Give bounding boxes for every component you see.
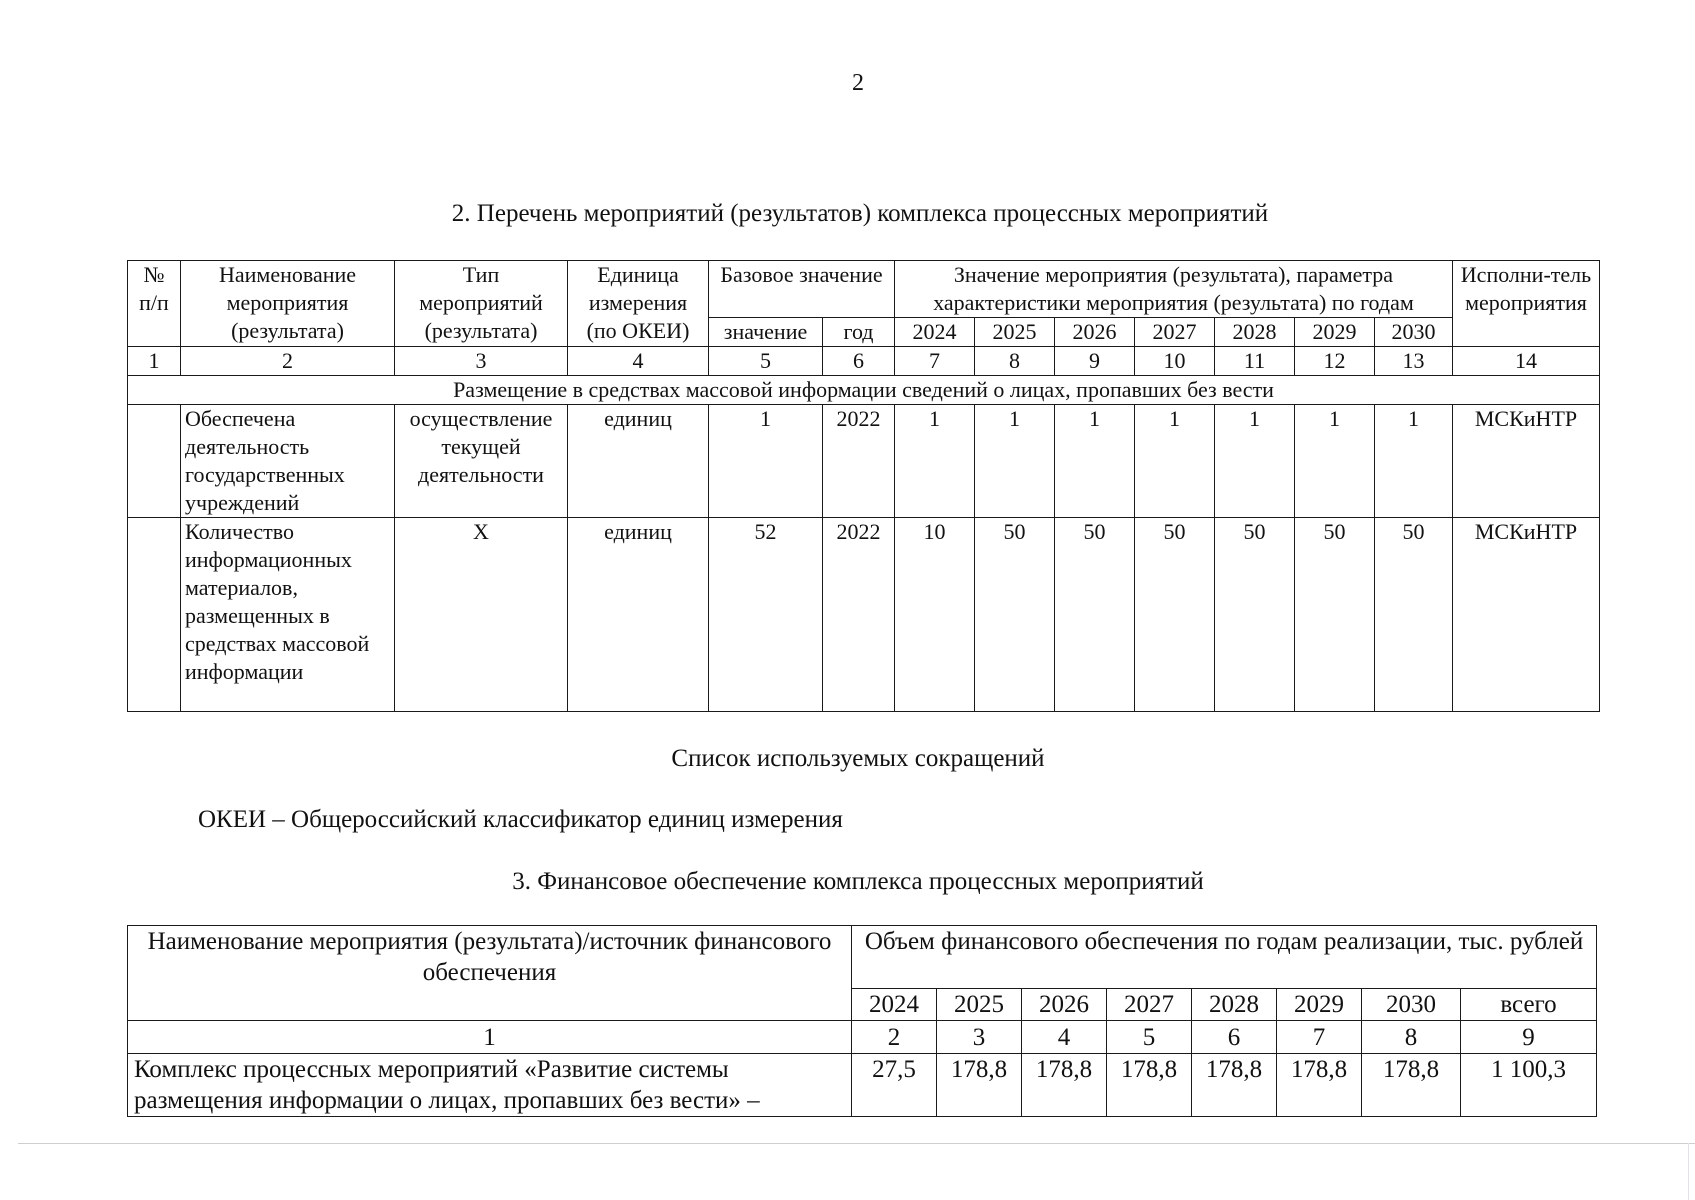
header-unit: Единица измерения (по ОКЕИ) <box>568 261 709 347</box>
row-executor: МСКиНТР <box>1453 405 1600 518</box>
table-row <box>128 518 1600 712</box>
row-name: Комплекс процессных мероприятий «Развитие системы размещения информации о лицах, пропавших без вести» – <box>128 1054 852 1117</box>
column-number: 10 <box>1135 347 1215 376</box>
column-number: 7 <box>895 347 975 376</box>
row-year-value: 50 <box>1055 518 1135 712</box>
activities-table <box>127 260 1600 712</box>
header-year: 2024 <box>895 318 975 347</box>
column-number-row <box>128 347 1600 376</box>
column-number: 5 <box>1107 1021 1192 1054</box>
row-year-value: 50 <box>1375 518 1453 712</box>
column-number: 1 <box>128 347 181 376</box>
row-base-year: 2022 <box>823 518 895 712</box>
row-base-year: 2022 <box>823 405 895 518</box>
section-row <box>128 376 1600 405</box>
row-year-value: 178,8 <box>1107 1054 1192 1117</box>
header-row <box>128 926 1597 989</box>
row-num <box>128 518 181 712</box>
row-year-value: 50 <box>1295 518 1375 712</box>
column-number: 11 <box>1215 347 1295 376</box>
header-year: 2027 <box>1135 318 1215 347</box>
header-year: 2028 <box>1192 989 1277 1021</box>
header-year: 2029 <box>1277 989 1362 1021</box>
column-number: 9 <box>1461 1021 1597 1054</box>
header-name: Наименование мероприятия (результата) <box>181 261 395 347</box>
row-year-value: 178,8 <box>937 1054 1022 1117</box>
header-base: Базовое значение <box>709 261 895 318</box>
financing-table <box>127 925 1597 1117</box>
section-row-label: Размещение в средствах массовой информации сведений о лицах, пропавших без вести <box>128 376 1600 405</box>
section-2-title: 2. Перечень мероприятий (результатов) комплекса процессных мероприятий <box>451 200 1269 227</box>
row-total: 1 100,3 <box>1461 1054 1597 1117</box>
header-year: 2028 <box>1215 318 1295 347</box>
row-year-value: 1 <box>1375 405 1453 518</box>
header-base-year: год <box>823 318 895 347</box>
row-year-value: 1 <box>975 405 1055 518</box>
abbreviation-item: ОКЕИ – Общероссийский классификатор единиц измерения <box>198 806 843 833</box>
row-year-value: 10 <box>895 518 975 712</box>
column-number: 7 <box>1277 1021 1362 1054</box>
column-number: 3 <box>937 1021 1022 1054</box>
row-type: Х <box>395 518 568 712</box>
column-number: 13 <box>1375 347 1453 376</box>
page-bottom-rule <box>18 1143 1695 1144</box>
column-number-row <box>128 1021 1597 1054</box>
header-year: 2026 <box>1055 318 1135 347</box>
table-row <box>128 405 1600 518</box>
row-year-value: 178,8 <box>1362 1054 1461 1117</box>
column-number: 8 <box>975 347 1055 376</box>
row-year-value: 50 <box>1135 518 1215 712</box>
row-base-value: 1 <box>709 405 823 518</box>
column-number: 4 <box>1022 1021 1107 1054</box>
header-executor: Исполни-тель мероприятия <box>1453 261 1600 347</box>
header-volume: Объем финансового обеспечения по годам реализации, тыс. рублей <box>852 926 1597 989</box>
column-number: 9 <box>1055 347 1135 376</box>
row-executor: МСКиНТР <box>1453 518 1600 712</box>
row-year-value: 178,8 <box>1022 1054 1107 1117</box>
column-number: 3 <box>395 347 568 376</box>
row-unit: единиц <box>568 518 709 712</box>
column-number: 6 <box>1192 1021 1277 1054</box>
row-base-value: 52 <box>709 518 823 712</box>
column-number: 4 <box>568 347 709 376</box>
row-year-value: 1 <box>1215 405 1295 518</box>
page-number: 2 <box>852 70 864 96</box>
header-base-value: значение <box>709 318 823 347</box>
header-year: 2030 <box>1362 989 1461 1021</box>
header-row <box>128 261 1600 318</box>
row-year-value: 178,8 <box>1192 1054 1277 1117</box>
row-year-value: 1 <box>1295 405 1375 518</box>
column-number: 1 <box>128 1021 852 1054</box>
row-year-value: 27,5 <box>852 1054 937 1117</box>
row-type: осуществление текущей деятельности <box>395 405 568 518</box>
column-number: 2 <box>181 347 395 376</box>
header-values-by-year: Значение мероприятия (результата), параметра характеристики мероприятия (результата) по годам <box>895 261 1453 318</box>
column-number: 8 <box>1362 1021 1461 1054</box>
section-3-title: 3. Финансовое обеспечение комплекса процессных мероприятий <box>512 868 1204 895</box>
header-type: Тип мероприятий (результата) <box>395 261 568 347</box>
row-num <box>128 405 181 518</box>
row-year-value: 50 <box>975 518 1055 712</box>
header-year: 2025 <box>975 318 1055 347</box>
header-year: 2027 <box>1107 989 1192 1021</box>
header-total: всего <box>1461 989 1597 1021</box>
header-name: Наименование мероприятия (результата)/источник финансового обеспечения <box>128 926 852 1021</box>
row-year-value: 1 <box>895 405 975 518</box>
header-year: 2025 <box>937 989 1022 1021</box>
row-name: Количество информационных материалов, размещенных в средствах массовой информации <box>181 518 395 712</box>
column-number: 14 <box>1453 347 1600 376</box>
column-number: 6 <box>823 347 895 376</box>
row-year-value: 178,8 <box>1277 1054 1362 1117</box>
row-year-value: 50 <box>1215 518 1295 712</box>
row-name: Обеспечена деятельность государственных учреждений <box>181 405 395 518</box>
header-year: 2029 <box>1295 318 1375 347</box>
column-number: 2 <box>852 1021 937 1054</box>
abbreviations-title: Список используемых сокращений <box>671 745 1045 772</box>
row-unit: единиц <box>568 405 709 518</box>
header-num: № п/п <box>128 261 181 347</box>
header-year: 2024 <box>852 989 937 1021</box>
page-side-rule <box>1688 1143 1689 1200</box>
row-year-value: 1 <box>1055 405 1135 518</box>
row-year-value: 1 <box>1135 405 1215 518</box>
header-year: 2026 <box>1022 989 1107 1021</box>
column-number: 12 <box>1295 347 1375 376</box>
column-number: 5 <box>709 347 823 376</box>
table-row <box>128 1054 1597 1117</box>
header-year: 2030 <box>1375 318 1453 347</box>
